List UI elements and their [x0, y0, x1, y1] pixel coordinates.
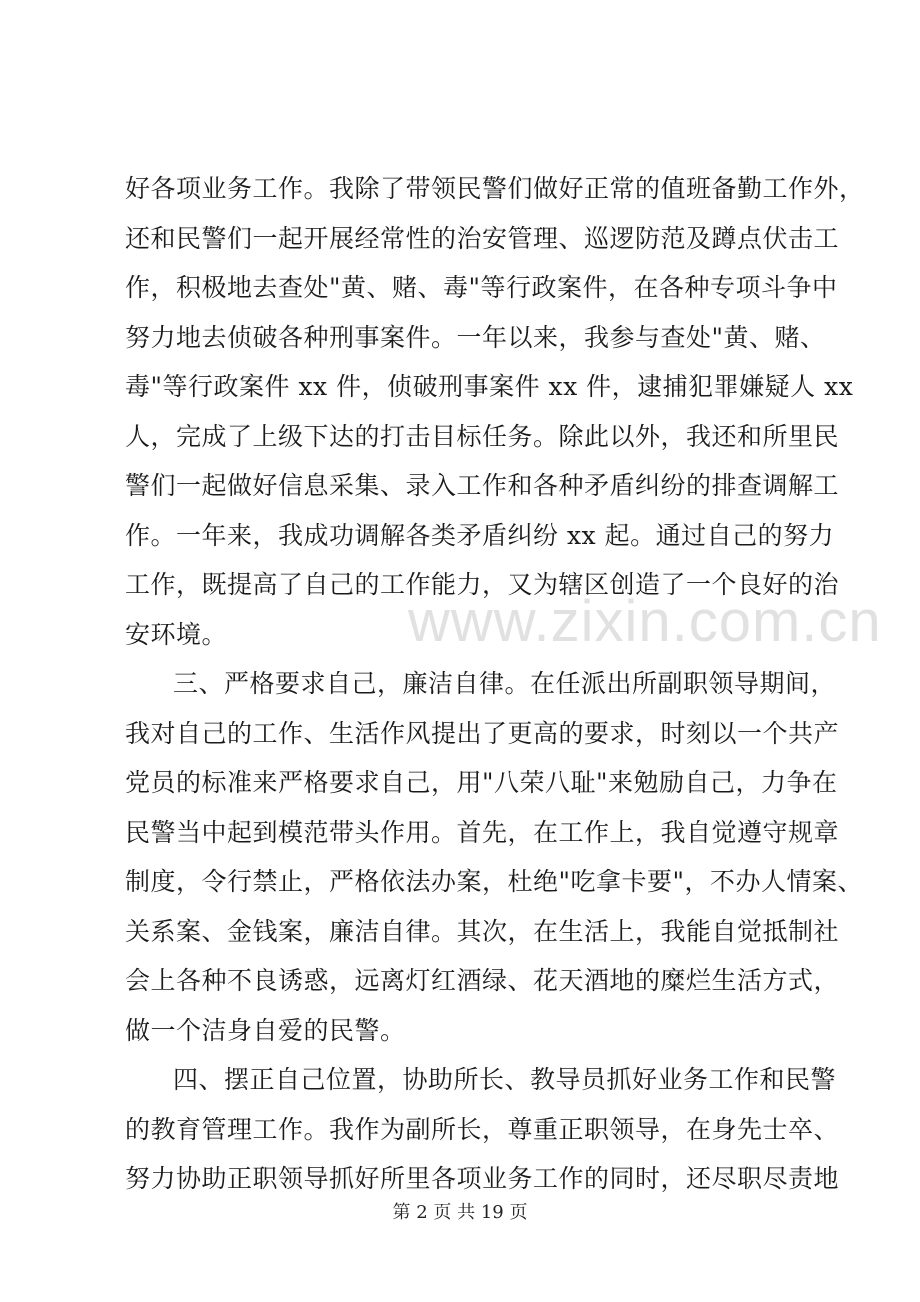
body-text-line: 的教育管理工作。我作为副所长，尊重正职领导，在身先士卒、	[125, 1115, 840, 1144]
body-text-line: 人，完成了上级下达的打击目标任务。除此以外，我还和所里民	[125, 422, 840, 451]
body-text-line: 工作，既提高了自己的工作能力，又为辖区创造了一个良好的治	[125, 570, 840, 599]
body-text-line: 警们一起做好信息采集、录入工作和各种矛盾纠纷的排查调解工	[125, 471, 840, 500]
page-footer: 第 2 页 共 19 页	[392, 1202, 528, 1223]
body-text-line: 作，积极地去查处"黄、赌、毒"等行政案件，在各种专项斗争中	[125, 273, 838, 302]
body-text-line: 努力协助正职领导抓好所里各项业务工作的同时，还尽职尽责地	[125, 1164, 840, 1193]
body-text-line: 我对自己的工作、生活作风提出了更高的要求，时刻以一个共产	[125, 719, 840, 748]
section-heading-line: 三、严格要求自己，廉洁自律。在任派出所副职领导期间，	[173, 669, 837, 698]
section-heading-line: 四、摆正自己位置，协助所长、教导员抓好业务工作和民警	[173, 1065, 837, 1094]
body-text-line: 作。一年来，我成功调解各类矛盾纠纷 xx 起。通过自己的努力	[125, 521, 835, 550]
body-text-line: 好各项业务工作。我除了带领民警们做好正常的值班备勤工作外，	[125, 174, 865, 203]
body-text-line: 会上各种不良诱惑，远离灯红酒绿、花天酒地的糜烂生活方式，	[125, 966, 840, 995]
body-text-line: 还和民警们一起开展经常性的治安管理、巡逻防范及蹲点伏击工	[125, 224, 840, 253]
body-text-line: 关系案、金钱案，廉洁自律。其次，在生活上，我能自觉抵制社	[125, 917, 840, 946]
body-text-line: 努力地去侦破各种刑事案件。一年以来，我参与查处"黄、赌、	[125, 323, 826, 352]
body-text-line: 党员的标准来严格要求自己，用"八荣八耻"来勉励自己，力争在	[125, 768, 838, 797]
body-text-line: 做一个洁身自爱的民警。	[125, 1016, 406, 1045]
body-text-line: 毒"等行政案件 xx 件，侦破刑事案件 xx 件，逮捕犯罪嫌疑人 xx	[125, 372, 854, 401]
body-text-line: 民警当中起到模范带头作用。首先，在工作上，我自觉遵守规章	[125, 818, 840, 847]
watermark: www.zixin.com.cn	[408, 589, 882, 654]
body-text-line: 安环境。	[125, 620, 228, 649]
body-text-line: 制度，令行禁止，严格依法办案，杜绝"吃拿卡要"，不办人情案、	[125, 867, 864, 896]
